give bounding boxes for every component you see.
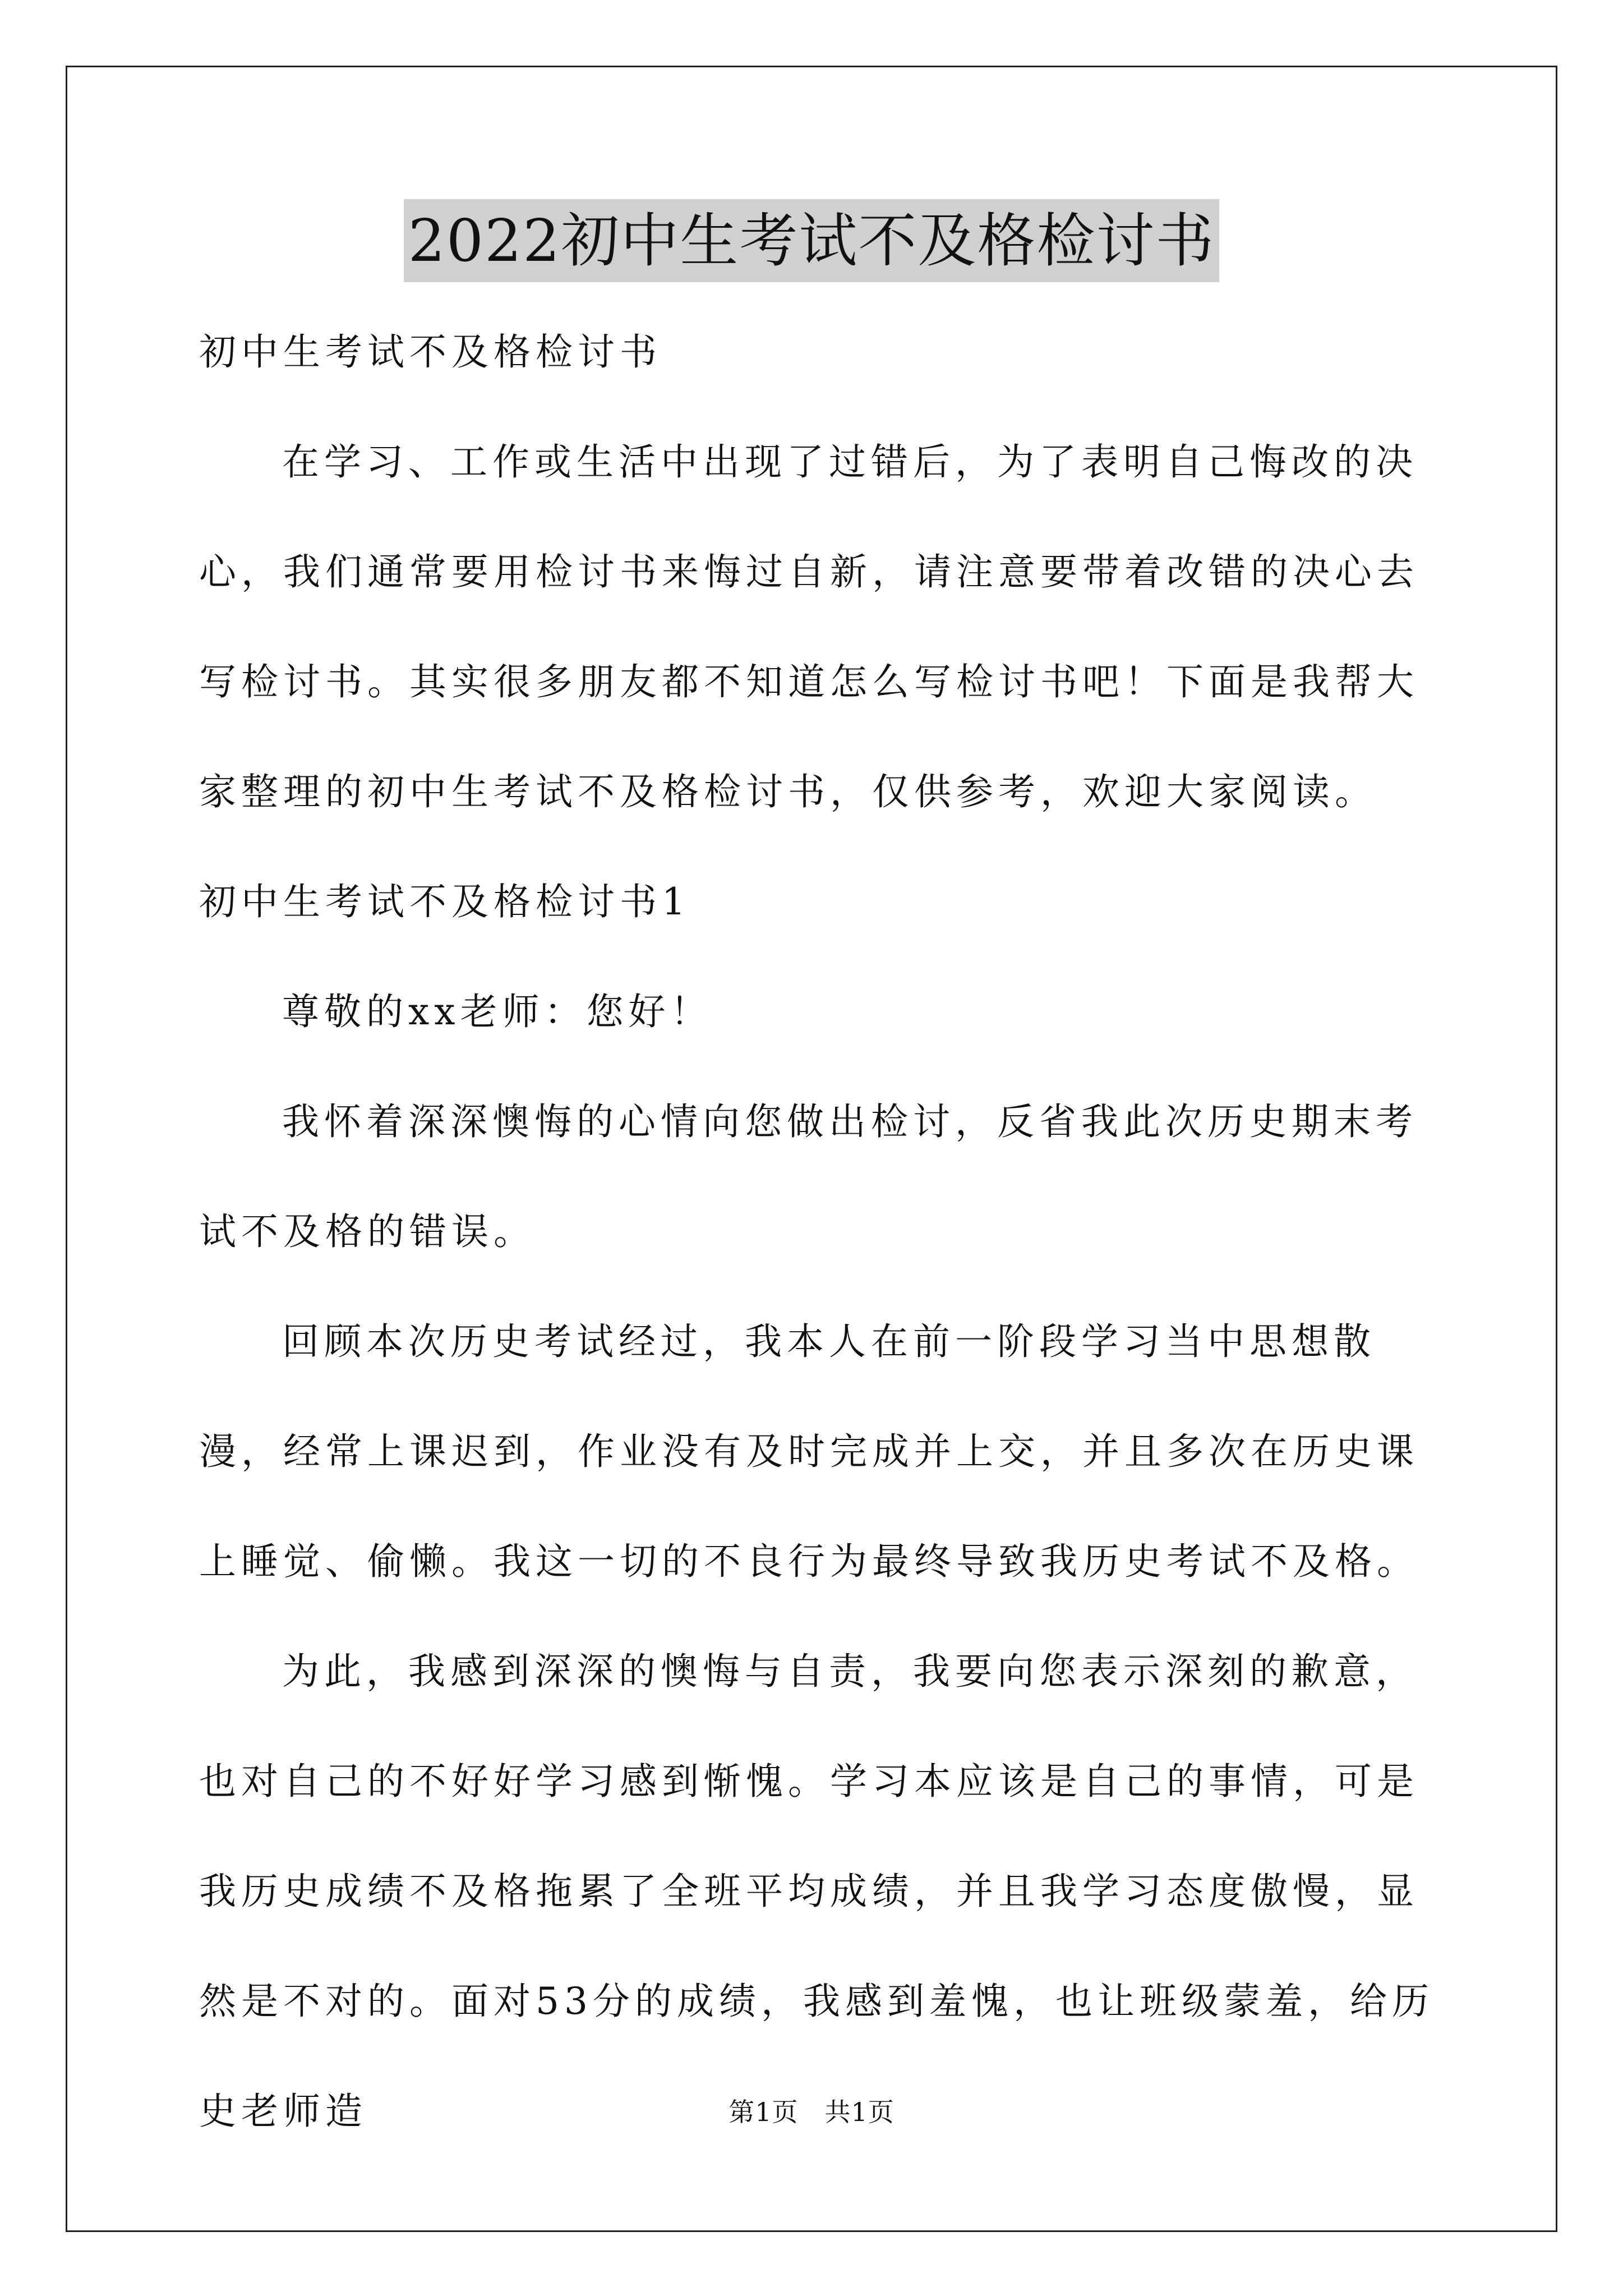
document-title: 2022初中生考试不及格检讨书 [404,199,1220,282]
intro-paragraph: 在学习、工作或生活中出现了过错后，为了表明自己悔改的决心，我们通常要用检讨书来悔过自新，请注意要带着改错的决心去写检讨书。其实很多朋友都不知道怎么写检讨书吧！下面是我帮大家整理的初中生考试不及格检讨书，仅供参考，欢迎大家阅读。 [199,440,1419,813]
page-footer: 第1页 共1页 [728,2097,895,2127]
body-paragraph: 我怀着深深懊悔的心情向您做出检讨，反省我此次历史期末考试不及格的错误。 [199,1100,1418,1253]
title-container [0,199,1623,282]
document-subtitle: 初中生考试不及格检讨书 [199,330,662,374]
salutation: 尊敬的xx老师：您好！ [282,990,713,1033]
document-body [199,297,1438,2166]
body-paragraph: 为此，我感到深深的懊悔与自责，我要向您表示深刻的歉意，也对自己的不好好学习感到惭愧。学习本应该是自己的事情，可是我历史成绩不及格拖累了全班平均成绩，并且我学习态度傲慢，显然是不对的。面对53分的成绩，我感到羞愧，也让班级蒙羞，给历史老师造 [199,1650,1434,2133]
section-heading: 初中生考试不及格检讨书1 [199,880,690,923]
body-paragraph: 回顾本次历史考试经过，我本人在前一阶段学习当中思想散漫，经常上课迟到，作业没有及时完成并上交，并且多次在历史课上睡觉、偷懒。我这一切的不良行为最终导致我历史考试不及格。 [199,1320,1419,1583]
